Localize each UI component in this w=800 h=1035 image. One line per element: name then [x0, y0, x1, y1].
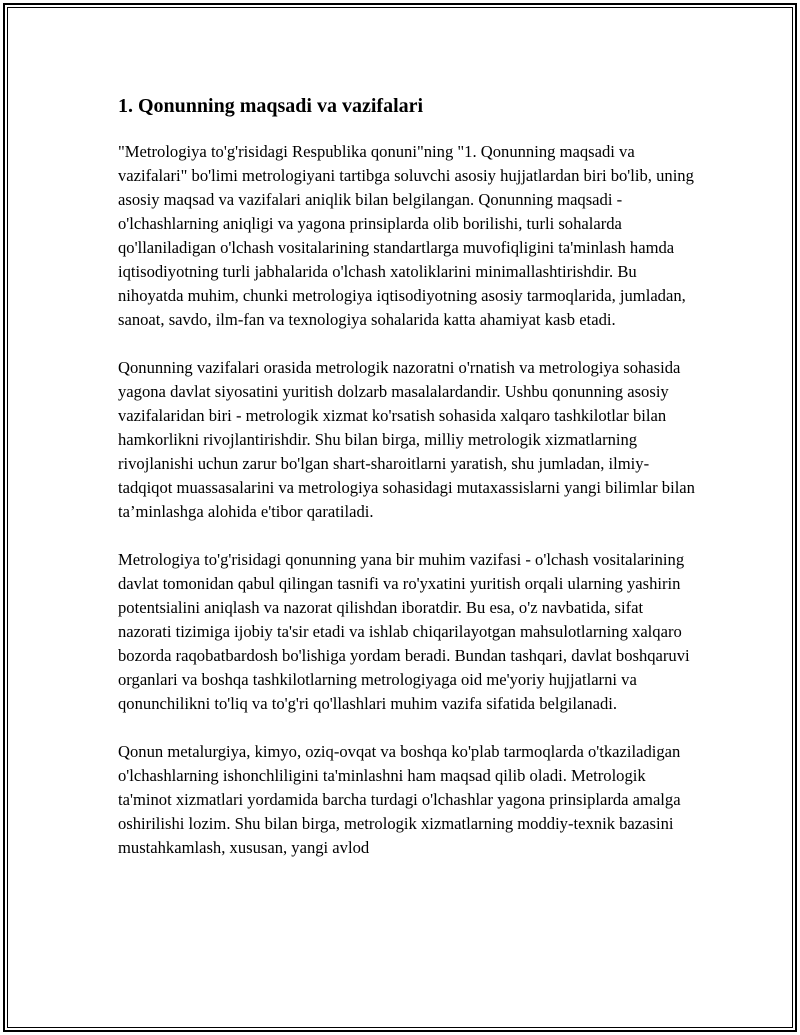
paragraph-purpose: "Metrologiya to'g'risidagi Respublika qonuni"ning "1. Qonunning maqsadi va vazifalari" bo'limi metrologiyani tartibga soluvchi asosiy hujjatlardan biri bo'lib, uning asosiy maqsad va vazifalari aniqlik bilan belgilangan. Qonunning maqsadi - o'lchashlarning aniqligi va yagona prinsiplarda olib borilishi, turli sohalarda qo'llaniladigan o'lchash vositalarining standartlarga muvofiqligini ta'minlash hamda iqtisodiyotning turli jabhalarida o'lchash xatoliklarini minimallashtirishdir. Bu nihoyatda muhim, chunki metrologiya iqtisodiyotning asosiy tarmoqlarida, jumladan, sanoat, savdo, ilm-fan va texnologiya sohalarida katta ahamiyat kasb etadi. [118, 142, 694, 329]
paragraph-tasks: Qonunning vazifalari orasida metrologik nazoratni o'rnatish va metrologiya sohasida yagona davlat siyosatini yuritish dolzarb masalalardandir. Ushbu qonunning asosiy vazifalaridan biri - metrologik xizmat ko'rsatish sohasida xalqaro tashkilotlar bilan hamkorlikni rivojlantirishdir. Shu bilan birga, milliy metrologik xizmatlarning rivojlanishi uchun zarur bo'lgan shart-sharoitlarni yaratish, shu jumladan, ilmiy-tadqiqot muassasalarini va metrologiya sohasidagi mutaxassislarni yangi bilimlar bilan ta’minlashga alohida e'tibor qaratiladi. [118, 358, 695, 521]
paragraph-industries: Qonun metalurgiya, kimyo, oziq-ovqat va boshqa ko'plab tarmoqlarda o'tkaziladigan o'lchashlarning ishonchliligini ta'minlashni ham maqsad qilib oladi. Metrologik ta'minot xizmatlari yordamida barcha turdagi o'lchashlar yagona prinsiplarda amalga oshirilishi lozim. Shu bilan birga, metrologik xizmatlarning moddiy-texnik bazasini mustahkamlash, xususan, yangi avlod [118, 742, 681, 857]
section-heading: 1. Qonunning maqsadi va vazifalari [118, 95, 424, 117]
document-body [118, 92, 698, 884]
paragraph-instruments: Metrologiya to'g'risidagi qonunning yana bir muhim vazifasi - o'lchash vositalarining davlat tomonidan qabul qilingan tasnifi va ro'yxatini yuritish orqali ularning yashirin potentsialini aniqlash va nazorat qilishdan iboratdir. Bu esa, o'z navbatida, sifat nazorati tizimiga ijobiy ta'sir etadi va ishlab chiqarilayotgan mahsulotlarning xalqaro bozorda raqobatbardosh bo'lishiga yordam beradi. Bundan tashqari, davlat boshqaruvi organlari va boshqa tashkilotlarning metrologiyaga oid me'yoriy hujjatlarni va qonunchilikni to'liq va to'g'ri qo'llashlari muhim vazifa sifatida belgilanadi. [118, 550, 690, 713]
